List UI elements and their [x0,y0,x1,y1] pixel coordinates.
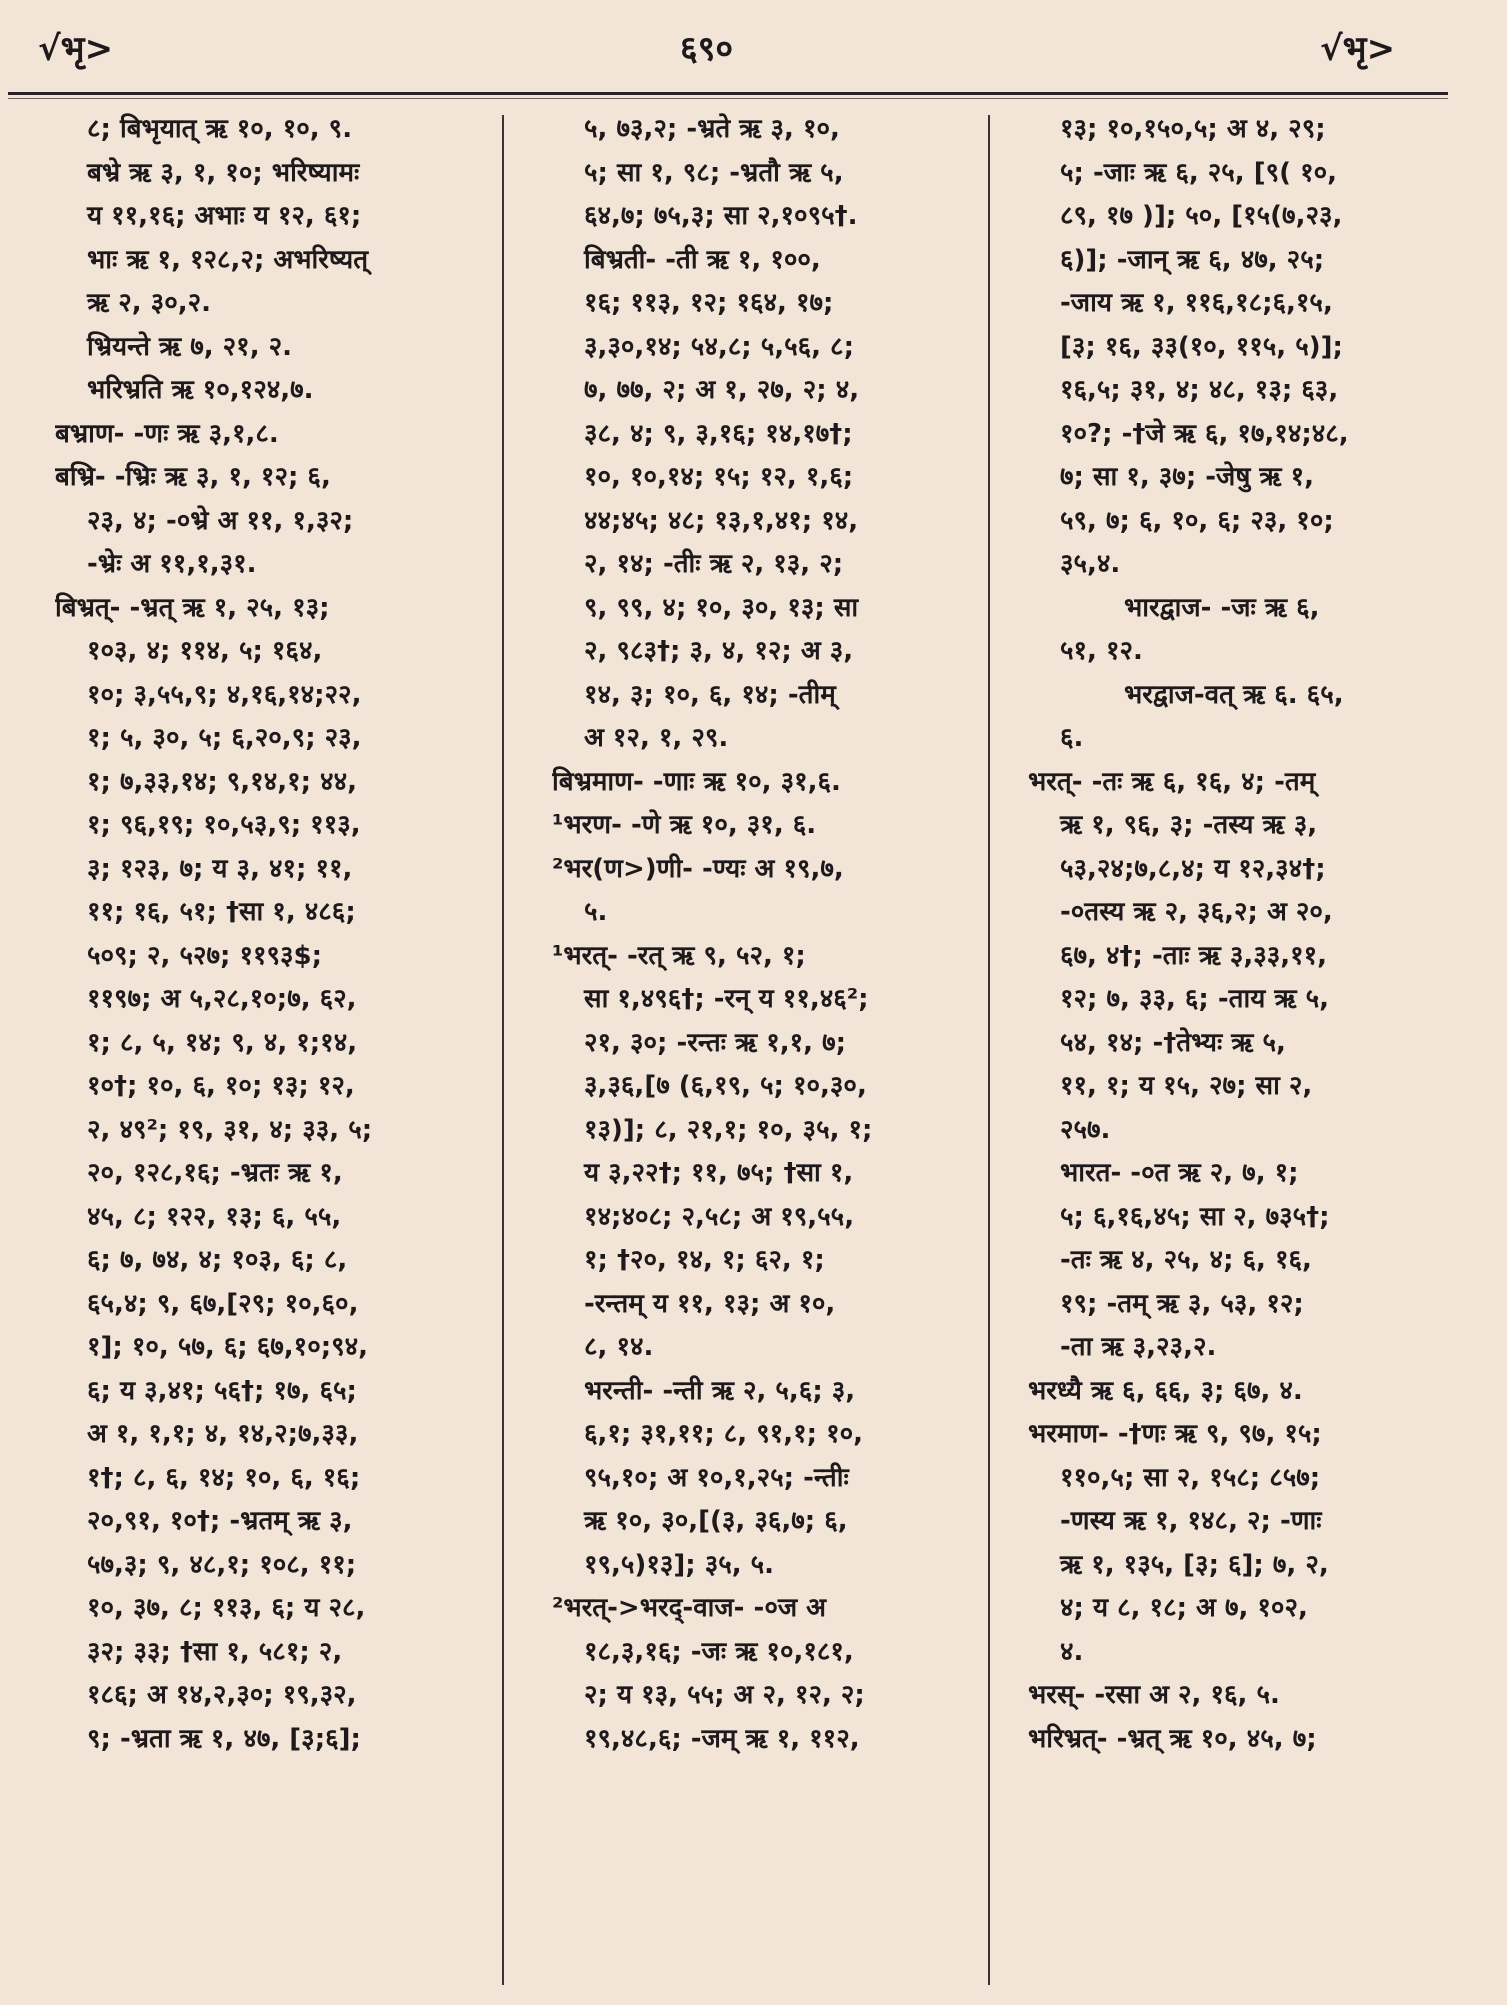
entry-line: ६४,७; ७५,३; सा २,१०९५†. [584,201,858,231]
entry-line: ५. [584,897,608,927]
entry-headword-line: भ्रियन्ते ऋ ७, २१, २. [87,331,293,362]
entry-headword-line: भरमाण- -†णः ऋ ९, ९७, १५; [1028,1419,1322,1449]
entry-line: ७, ७७, २; अ १, २७, २; ४, [584,375,860,405]
entry-line: -जाय ऋ १, ११६,१८;६,१५, [1060,288,1333,318]
entry-line: ५; ६,१६,४५; सा २, ७३५†; [1060,1201,1330,1232]
entry-line: १; ५, ३०, ५; ६,२०,९; २३, [87,723,362,753]
entry-line: ६७, ४†; -ताः ऋ ३,३३,११, [1060,940,1328,971]
entry-line: १०, ३७, ८; ११३, ६; य २८, [87,1593,366,1623]
entry-line: ४; य ८, १८; अ ७, १०२, [1060,1593,1308,1623]
entry-headword-line: भरत्- -तः ऋ ६, १६, ४; -तम् [1028,766,1316,797]
entry-line: १; ७,३३,१४; ९,१४,१; ४४, [87,766,357,797]
entry-line: १०?; -†जे ऋ ६, १७,१४;४८, [1060,418,1349,449]
page-header [0,10,1507,90]
entry-line: २, ९८३†; ३, ४, १२; अ ३, [584,636,854,666]
entry-line: ७; सा १, ३७; -जेषु ऋ १, [1060,462,1315,492]
entry-headword-line: बिभ्रमाण- -णाः ऋ १०, ३१,६. [552,766,841,797]
entry-headword-line: भारत- -०त ऋ २, ७, १; [1060,1158,1299,1188]
entry-line: १०†; १०, ६, १०; १३; १२, [87,1071,355,1101]
entry-line: -रन्तम् य ११, १३; अ १०, [584,1288,836,1319]
entry-line: ९५,१०; अ १०,१,२५; -न्तीः [584,1462,849,1493]
entry-line: ११९७; अ ५,२८,१०;७, ६२, [87,984,357,1014]
entry-line: ६; ७, ७४, ४; १०३, ६; ८, [87,1245,348,1275]
entry-headword-line: ²भरत्->भरद्-वाज- -०ज अ [552,1593,827,1623]
entry-headword-line: बभ्राण- -णः ऋ ३,१,८. [55,418,279,449]
entry-line: १९; -तम् ऋ ३, ५३, १२; [1060,1288,1304,1319]
entry-line: ५, ७३,२; -भ्रते ऋ ३, १०, [584,114,840,144]
entry-line: १९,५)१३]; ३५, ५. [584,1549,775,1580]
entry-headword-line: भरस्- -रसा अ २, १६, ५. [1028,1680,1280,1710]
entry-line: ५; -जाः ऋ ६, २५, [९( १०, [1060,157,1337,188]
entry-line: १०३, ४; ११४, ५; १६४, [87,636,323,666]
entry-line: य ३,२२†; ११, ७५; †सा १, [584,1158,854,1188]
entry-line: २; य १३, ५५; अ २, १२, २; [584,1680,865,1710]
entry-line: ३,३०,१४; ५४,८; ५,५६, ८; [584,331,854,362]
entry-line: ९, ९९, ४; १०, ३०, १३; सा [584,592,859,623]
entry-line: अ १२, १, २९. [584,723,729,753]
entry-line: १०, १०,१४; १५; १२, १,६; [584,462,854,492]
entry-line: ६)]; -जान् ऋ ६, ४७, २५; [1060,244,1325,275]
entry-line: ५०९; २, ५२७; ११९३$; [87,940,323,971]
entry-line: ऋ १०, ३०,[(३, ३६,७; ६, [584,1506,848,1536]
entry-line: -णस्य ऋ १, १४८, २; -णाः [1060,1506,1322,1536]
entry-line: ऋ १, १३५, [३; ६]; ७, २, [1060,1549,1329,1580]
header-rule-thin [8,98,1448,99]
entry-line: ६,१; ३१,११; ८, ९१,१; १०, [584,1419,864,1449]
entry-line: २३, ४; -०भ्रे अ ११, १,३२; [87,505,354,536]
running-head-right: √भृ> [1320,29,1396,69]
entry-line: ३,३६,[७ (६,१९, ५; १०,३०, [584,1071,867,1101]
entry-line: १८,३,१६; -जः ऋ १०,१८१, [584,1636,854,1667]
entry-line: १; †२०, १४, १; ६२, १; [584,1245,825,1275]
entry-line: ४. [1060,1636,1084,1667]
entry-line: ऋ २, ३०,२. [87,288,211,318]
entry-line: २१, ३०; -रन्तः ऋ १,१, ७; [584,1027,847,1058]
entry-line: ३५,४. [1060,549,1121,579]
entry-line: -ता ऋ ३,२३,२. [1060,1332,1217,1362]
column-2 [552,108,982,1993]
entry-line: भाः ऋ १, १२८,२; अभरिष्यत् [87,244,369,275]
entry-line: ८९, १७ )]; ५०, [१५(७,२३, [1060,201,1343,231]
header-rule [8,92,1448,95]
entry-line: ८; बिभृयात् ऋ १०, १०, ९. [87,114,353,144]
entry-line: २, १४; -तीः ऋ २, १३, २; [584,549,844,579]
entry-line: १३)]; ८, २१,१; १०, ३५, १; [584,1114,873,1145]
entry-line: य ११,१६; अभाः य १२, ६१; [87,201,362,231]
entry-line: १२; ७, ३३, ६; -ताय ऋ ५, [1060,984,1329,1014]
entry-line: अ १, १,१; ४, १४,२;७,३३, [87,1419,359,1449]
column-1 [55,108,475,1993]
running-head-left: √भृ> [38,29,114,69]
entry-line: बभ्रे ऋ ३, १, १०; भरिष्यामः [87,157,360,188]
entry-headword-line: ¹भरत्- -रत् ऋ ९, ५२, १; [552,940,806,971]
entry-line: ३८, ४; ९, ३,१६; १४,१७†; [584,418,853,449]
entry-headword-line: ¹भरण- -णे ऋ १०, ३१, ६. [552,810,817,840]
entry-line: १]; १०, ५७, ६; ६७,१०;९४, [87,1332,369,1362]
column-3 [1028,108,1458,1993]
entry-line: १†; ८, ६, १४; १०, ६, १६; [87,1462,361,1493]
entry-line: ११, १; य १५, २७; सा २, [1060,1071,1313,1101]
entry-line: १८६; अ १४,२,३०; १९,३२, [87,1680,357,1710]
entry-headword-line: ²भर(ण>)णी- -ण्यः अ १९,७, [552,853,844,884]
entry-headword-line: भरन्ती- -न्ती ऋ २, ५,६; ३, [584,1375,856,1406]
column-divider [502,115,504,1985]
entry-line: १६,५; ३१, ४; ४८, १३; ६३, [1060,375,1339,405]
entry-line: ११०,५; सा २, १५८; ८५७; [1060,1462,1321,1493]
entry-line: ४४;४५; ४८; १३,१,४१; १४, [584,505,859,536]
entry-line: ४५, ८; १२२, १३; ६, ५५, [87,1201,342,1232]
entry-line: १३; १०,१५०,५; अ ४, २९; [1060,114,1326,144]
entry-line: २, ४९²; १९, ३१, ४; ३३, ५; [87,1114,373,1145]
entry-headword-line: बभ्रि- -भ्रिः ऋ ३, १, १२; ६, [55,462,331,492]
entry-headword-line: बिभ्रत्- -भ्रत् ऋ १, २५, १३; [55,592,330,623]
entry-line: -तः ऋ ४, २५, ४; ६, १६, [1060,1245,1312,1275]
entry-line: १९,४८,६; -जम् ऋ १, ११२, [584,1723,860,1754]
entry-line: ५४, १४; -†तेभ्यः ऋ ५, [1060,1027,1286,1058]
entry-line: ९; -भ्रता ऋ १, ४७, [३;६]; [87,1723,361,1754]
entry-line: २५७. [1060,1114,1111,1145]
entry-line: ५९, ७; ६, १०, ६; २३, १०; [1060,505,1334,536]
entry-line: -भ्रेः अ ११,१,३१. [87,549,257,579]
entry-line: ६; य ३,४१; ५६†; १७, ६५; [87,1375,357,1406]
entry-line: ५; सा १, ९८; -भ्रतौ ऋ ५, [584,157,844,188]
entry-headword-line: भरिभ्रत्- -भ्रत् ऋ १०, ४५, ७; [1028,1723,1317,1754]
column-divider [988,115,990,1985]
entry-line: १; ८, ५, १४; ९, ४, १;१४, [87,1027,358,1058]
page-number: ६९० [680,29,734,69]
entry-line: ६. [1060,723,1084,753]
entry-line: ३; १२३, ७; य ३, ४१; ११, [87,853,353,884]
entry-headword-line: बिभ्रती- -ती ऋ १, १००, [584,244,821,275]
entry-line: १४, ३; १०, ६, १४; -तीम् [584,679,836,710]
entry-headword-line: भरध्यै ऋ ६, ६६, ३; ६७, ४. [1028,1375,1303,1406]
entry-line: ६५,४; ९, ६७,[२९; १०,६०, [87,1288,359,1319]
entry-line: १६; ११३, १२; १६४, १७; [584,288,834,318]
entry-line: ११; १६, ५१; †सा १, ४८६; [87,897,356,927]
entry-headword-line: भारद्वाज- -जः ऋ ६, [1124,592,1320,623]
entry-line: -०तस्य ऋ २, ३६,२; अ २०, [1060,897,1333,927]
entry-line: २०,९१, १०†; -भ्रतम् ऋ ३, [87,1506,353,1536]
entry-line: [३; १६, ३३(१०, ११५, ५)]; [1060,331,1343,362]
entry-line: १४;४०८; २,५८; अ १९,५५, [584,1201,855,1232]
entry-line: १; ९६,१९; १०,५३,९; ११३, [87,810,361,840]
entry-line: ५७,३; ९, ४८,१; १०८, ११; [87,1549,357,1580]
entry-line: ५३,२४;७,८,४; य १२,३४†; [1060,853,1326,884]
entry-headword-line: भरिभ्रति ऋ १०,१२४,७. [87,375,314,405]
entry-line: २०, १२८,१६; -भ्रतः ऋ १, [87,1158,343,1188]
entry-headword-line: भरद्वाज-वत् ऋ ६. ६५, [1124,679,1344,710]
entry-line: ऋ १, ९६, ३; -तस्य ऋ ३, [1060,810,1318,840]
entry-line: ८, १४. [584,1332,654,1362]
entry-line: सा १,४९६†; -रन् य ११,४६²; [584,984,869,1014]
entry-line: ५१, १२. [1060,636,1143,666]
entry-line: १०; ३,५५,९; ४,१६,१४;२२, [87,679,362,710]
entry-line: ३२; ३३; †सा १, ५८१; २, [87,1636,343,1667]
